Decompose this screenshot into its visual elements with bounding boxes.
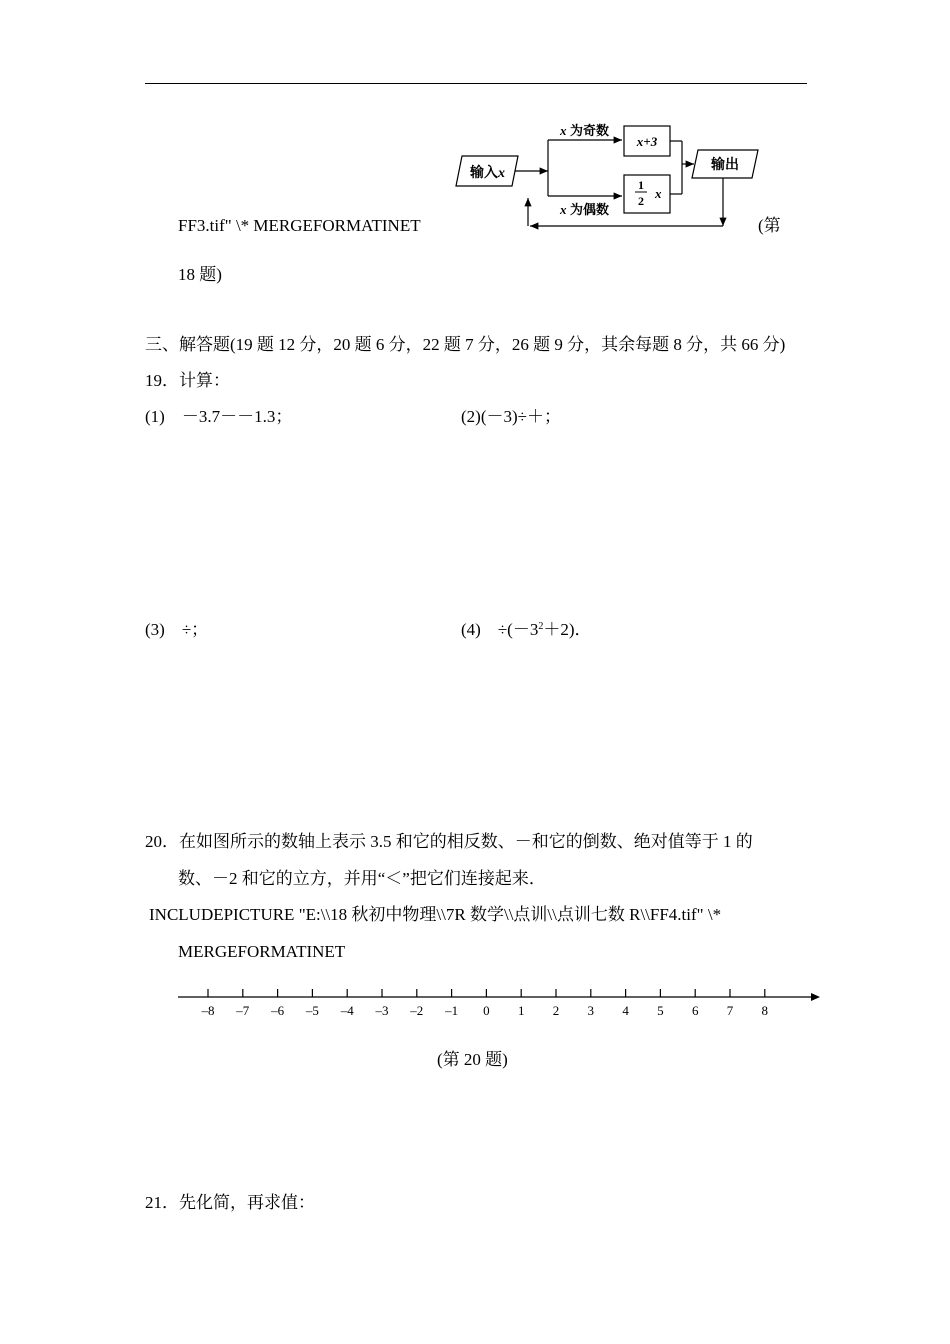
q20-line-1: 20．在如图所示的数轴上表示 3.5 和它的相反数、－和它的倒数、绝对值等于 1 的 — [145, 832, 753, 851]
q20-line-2: 数、－2 和它的立方，并用“＜”把它们连接起来． — [178, 869, 546, 888]
axis-tick-label: 4 — [622, 1003, 629, 1018]
flowchart-figure — [450, 118, 770, 234]
q19-part-4-b: ＋2)． — [543, 620, 592, 639]
half-var: x — [655, 186, 662, 201]
axis-tick-label: 3 — [587, 1003, 595, 1018]
q18-caption-close: 18 题) — [178, 265, 222, 284]
axis-tick-label: –5 — [305, 1003, 319, 1018]
axis-tick-label: 0 — [483, 1003, 490, 1018]
q21-stem: 21．先化简，再求值： — [145, 1193, 315, 1212]
input-label: 输入 — [470, 166, 498, 181]
q19-part-2: (2)(－3)÷＋； — [461, 407, 561, 426]
q19-part-3: (3) ÷； — [145, 620, 209, 639]
header-rule — [145, 83, 807, 84]
axis-tick-label: –7 — [236, 1003, 250, 1018]
half-numerator: 1 — [638, 178, 644, 192]
even-var: x — [560, 202, 567, 217]
odd-label: 为奇数 — [570, 123, 610, 138]
q19-part-4-a: (4) ÷(－3 — [461, 620, 539, 639]
q18-include-tail: FF3.tif" \* MERGEFORMATINET — [178, 216, 421, 235]
axis-tick-label: –8 — [201, 1003, 215, 1018]
even-label: 为偶数 — [570, 202, 610, 217]
q20-include-line-2: MERGEFORMATINET — [178, 942, 346, 961]
half-denominator: 2 — [638, 194, 644, 208]
axis-tick-label: 7 — [726, 1003, 734, 1018]
axis-tick-label: –3 — [375, 1003, 389, 1018]
q19-part-4-exponent: 2 — [538, 621, 544, 632]
axis-tick-label: –6 — [271, 1003, 285, 1018]
axis-tick-label: –4 — [340, 1003, 354, 1018]
half-box — [624, 175, 670, 213]
axis-tick-label: 2 — [552, 1003, 560, 1018]
q19-part-1: (1) －3.7－－1.3； — [145, 407, 293, 426]
odd-var: x — [560, 123, 567, 138]
output-label: 输出 — [711, 158, 739, 173]
number-line — [170, 984, 830, 1020]
q20-caption: (第 20 题) — [437, 1050, 508, 1069]
axis-tick-label: 1 — [517, 1003, 525, 1018]
axis-tick-label: 5 — [657, 1003, 664, 1018]
q19-part-4 — [461, 620, 592, 640]
section-3-heading: 三、解答题(19 题 12 分，20 题 6 分，22 题 7 分，26 题 9 分，其余每题 8 分，共 66 分) — [145, 335, 786, 354]
plus-three-text: x+3 — [636, 134, 658, 149]
axis-tick-label: –1 — [445, 1003, 459, 1018]
axis-tick-label: 6 — [691, 1003, 699, 1018]
q20-include-line-1: INCLUDEPICTURE "E:\\18 秋初中物理\\7R 数学\\点训\\点训七数 R\\FF4.tif" \* — [149, 905, 722, 924]
axis-tick-label: 8 — [761, 1003, 769, 1018]
axis-tick-label: –2 — [410, 1003, 424, 1018]
q18-caption-open: (第 — [758, 216, 781, 235]
input-var: x — [498, 166, 505, 181]
q19-stem: 19．计算： — [145, 371, 230, 390]
